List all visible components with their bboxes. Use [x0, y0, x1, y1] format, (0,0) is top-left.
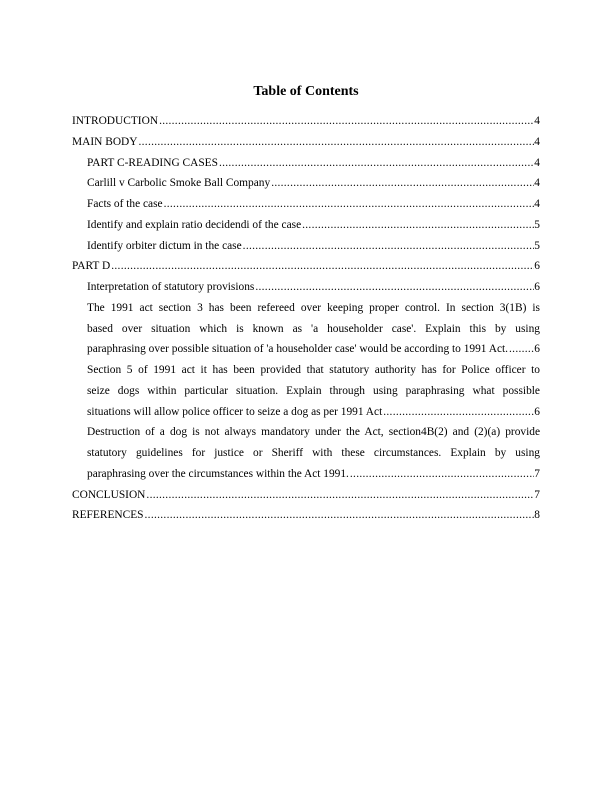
toc-entry[interactable] [72, 422, 540, 484]
dot-leader [145, 485, 534, 506]
toc-entry[interactable] [72, 132, 540, 153]
toc-page-number: 4 [534, 177, 540, 190]
toc-entry[interactable] [72, 111, 540, 132]
toc-entry-text-line: Destruction of a dog is not always mandatory under the Act, section4B(2) and (2)(a) provide [87, 426, 540, 439]
toc-entry[interactable] [72, 236, 540, 257]
toc-entry[interactable] [72, 153, 540, 174]
toc-entry-text: Identify orbiter dictum in the case [87, 239, 242, 252]
toc-entry[interactable] [72, 360, 540, 422]
toc-entry-text: MAIN BODY [72, 135, 138, 148]
toc-entry-text: PART C-READING CASES [87, 156, 218, 169]
toc-entry[interactable] [72, 505, 540, 526]
toc-page-number: 5 [534, 218, 540, 231]
toc-page-number: 7 [534, 488, 540, 501]
toc-entry-text-line: statutory guidelines for justice or Sheriff with these circumstances. Explain by using [87, 447, 540, 459]
toc-entry-text: PART D [72, 260, 111, 273]
table-of-contents [72, 111, 540, 526]
dot-leader [163, 194, 535, 215]
toc-page-number: 6 [534, 281, 540, 293]
toc-entry-text: Interpretation of statutory provisions [87, 281, 255, 293]
dot-leader [301, 215, 534, 236]
toc-page-number: 6 [534, 343, 540, 356]
toc-entry-text: INTRODUCTION [72, 115, 159, 127]
dot-leader [158, 111, 534, 132]
toc-entry-text: Identify and explain ratio decidendi of the case [87, 218, 302, 231]
dot-leader [144, 505, 535, 526]
toc-entry-text-line: Section 5 of 1991 act it has been provided that statutory authority has for Police officer to [87, 364, 540, 376]
toc-entry[interactable] [72, 298, 540, 360]
toc-page-number: 4 [534, 156, 540, 169]
toc-title: Table of Contents [253, 84, 359, 99]
dot-leader [242, 236, 535, 257]
toc-page-number: 4 [534, 198, 540, 210]
toc-entry-text-line: The 1991 act section 3 has been refereed over keeping proper control. In section 3(1B) is [87, 301, 540, 314]
dot-leader [218, 153, 534, 174]
toc-entry-text: REFERENCES [72, 509, 144, 522]
toc-entry-text-line: seize dogs within particular situation. Explain through using paraphrasing what possible [87, 384, 540, 397]
toc-entry[interactable] [72, 485, 540, 506]
toc-entry-text: Facts of the case [87, 198, 163, 210]
toc-page-number: 6 [534, 405, 540, 418]
toc-entry[interactable] [72, 215, 540, 236]
toc-entry-text: Carlill v Carbolic Smoke Ball Company [87, 177, 271, 190]
dot-leader [270, 173, 534, 194]
dot-leader [508, 339, 534, 360]
toc-entry-text: CONCLUSION [72, 488, 146, 501]
toc-entry-text: paraphrasing over the circumstances within the Act 1991. [87, 467, 349, 480]
dot-leader [138, 132, 535, 153]
toc-page-number: 8 [534, 509, 540, 522]
toc-entry-text: paraphrasing over possible situation of 'a householder case' would be according to 1991 Act. [87, 343, 509, 356]
toc-page-number: 7 [534, 467, 540, 480]
toc-page-number: 4 [534, 115, 540, 127]
dot-leader [382, 402, 534, 423]
toc-entry[interactable] [72, 173, 540, 194]
toc-entry[interactable] [72, 256, 540, 277]
toc-entry[interactable] [72, 194, 540, 215]
toc-entry[interactable] [72, 277, 540, 298]
toc-entry-text-line: based over situation which is known as 'a householder case'. Explain this by using [87, 322, 540, 335]
toc-entry-text: situations will allow police officer to seize a dog as per 1991 Act [87, 405, 383, 418]
dot-leader [349, 464, 534, 485]
toc-page-number: 5 [534, 239, 540, 252]
dot-leader [254, 277, 534, 298]
dot-leader [110, 256, 534, 277]
toc-page-number: 4 [534, 135, 540, 148]
toc-page-number: 6 [534, 260, 540, 273]
